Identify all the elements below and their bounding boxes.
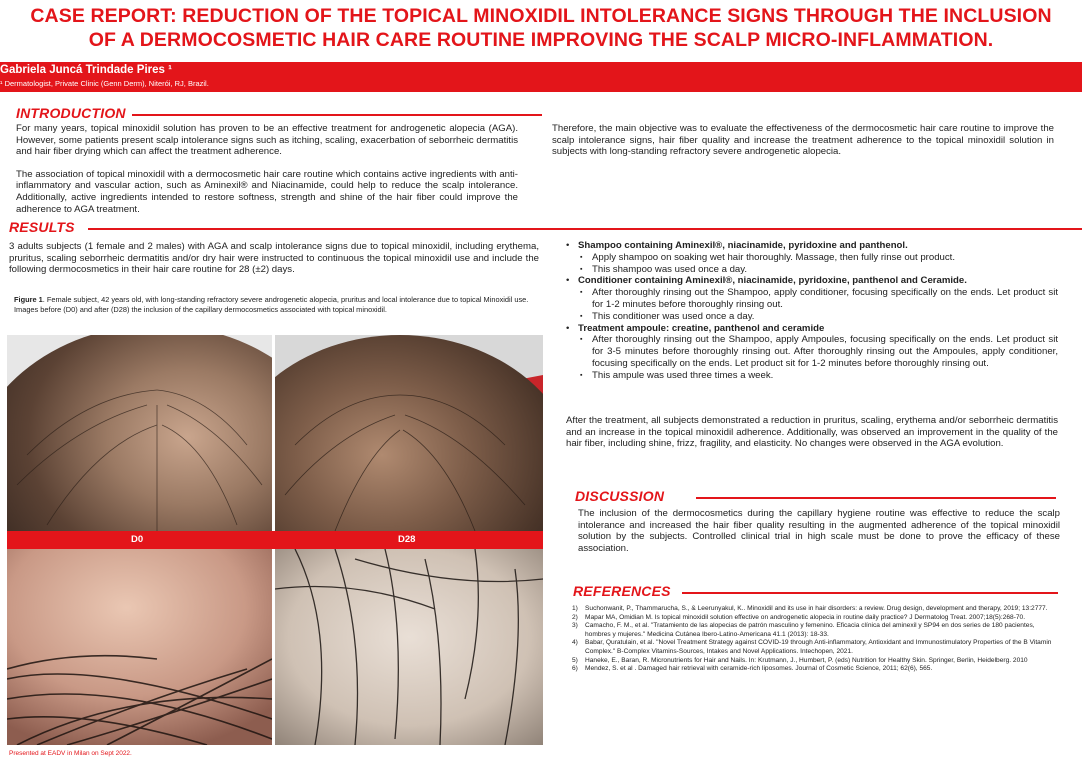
results-paragraph-2: After the treatment, all subjects demonstrated a reduction in pruritus, scaling, erythema and/or seborrheic dermatitis and an increase in the topical minoxidil adherence. Additionally, was observed an improvement in the quality of the hair fiber, including shine, frizz, fragility, and elasticity. No changes were observed in the AGA evolution. [566, 415, 1058, 450]
product-steps [578, 252, 1058, 276]
introduction-paragraph-2: The association of topical minoxidil with a dermocosmetic hair care routine which contains active ingredients with anti-inflammatory and vascular action, such as Aminexil® and Niacinamide, could help to reduce the scalp intolerance. Additionally, active ingredients intended to restore softness, strength and shine of the hair fiber could improve the adherence to AGA treatment. [16, 168, 518, 215]
reference-item: 3) Camacho, F. M., et al. "Tratamiento de las alopecias de patrón masculino y femenino. Eficacia clínica del aminexil y SP94 en dos series de 180 pacientes, hombres y mujeres." Medicina Cutánea Ibero-Latino-Americana 41.1 (2013): 18-33. [572, 622, 1035, 638]
reference-item: 4) Babar, Quratulain, et al. "Novel Treatment Strategy against COVID-19 through Anti-inflammatory, Antioxidant and Immunostimulatory Properties of the B Vitamin Complex." B-Complex Vitamins-Sources, Intakes and Novel Applications. Intechopen, 2021. [572, 639, 1052, 655]
poster-title-line-1: CASE REPORT: REDUCTION OF THE TOPICAL MINOXIDIL INTOLERANCE SIGNS THROUGH THE INCLUSION [30, 5, 1052, 27]
product-step: ▪ This shampoo was used once a day. [578, 264, 1058, 276]
product-step: ▪ After thoroughly rinsing out the Shampoo, apply Ampoules, focusing specifically on the ends. Let product sit for 3-5 minutes before thoroughly rinsing out. After thoroughly rinsing out the Ampoules, apply conditioner, focusing specifically on the ends. Let product sit for 1-2 minutes before thoroughly rinsing out. [578, 334, 1058, 369]
products-list [566, 240, 1058, 382]
results-rule [88, 228, 1082, 230]
product-item [566, 323, 1058, 382]
photo-d28-trichoscopy [275, 549, 543, 745]
figure-caption [14, 295, 534, 315]
discussion-heading: DISCUSSION [575, 488, 665, 504]
references-rule [682, 592, 1058, 594]
product-name: Conditioner containing Aminexil®, niacinamide, pyridoxine, panthenol and Ceramide. [578, 275, 967, 287]
product-steps [578, 287, 1058, 322]
introduction-left-column [16, 123, 518, 215]
photo-d0-scalp-top [7, 335, 272, 531]
photo-d0-trichoscopy [7, 549, 272, 745]
author-bar [0, 62, 1082, 92]
label-d0: D0 [131, 534, 144, 545]
product-steps [578, 334, 1058, 381]
label-d28: D28 [398, 534, 416, 545]
poster-title [0, 4, 1082, 52]
poster-title-line-2: OF A DERMOCOSMETIC HAIR CARE ROUTINE IMPROVING THE SCALP MICRO-INFLAMMATION. [88, 29, 994, 51]
reference-item: 5) Haneke, E., Baran, R. Micronutrients for Hair and Nails. In: Krutmann, J., Humbert, P. (eds) Nutrition for Healthy Skin. Springer, Berlin, Heidelberg. 2010 [572, 656, 1028, 664]
introduction-heading: INTRODUCTION [16, 105, 126, 121]
photo-label-bar [7, 531, 543, 549]
author-name: Gabriela Juncá Trindade Pires ¹ [0, 64, 172, 76]
product-item [566, 275, 1058, 322]
reference-item: 6) Mendez, S. et al . Damaged hair retrieval with ceramide-rich liposomes. Journal of Cosmetic Science, 2011; 62(6), 565. [572, 665, 933, 673]
product-step: ▪ This ampule was used three times a week. [578, 370, 1058, 382]
product-name: Shampoo containing Aminexil®, niacinamide, pyridoxine and panthenol. [578, 240, 908, 251]
results-paragraph-1: 3 adults subjects (1 female and 2 males) with AGA and scalp intolerance signs due to topical minoxidil, including erythema, pruritus, scaling seborrheic dermatitis and/or dry hair were instructed to continuous the topical minoxidil use and include the following dermocosmetics in their hair care routine for 28 (±2) days. [9, 241, 539, 276]
introduction-paragraph-3: Therefore, the main objective was to evaluate the effectiveness of the dermocosmetic hair care routine to improve the scalp intolerance signs, hair fiber quality and increase the treatment adherence to the topical minoxidil solution in subjects with long-standing refractory severe androgenetic alopecia. [552, 123, 1054, 158]
product-step: ▪ This conditioner was used once a day. [578, 311, 1058, 323]
product-item [566, 240, 1058, 275]
author-affiliation: ¹ Dermatologist, Private Clinic (Genn Derm), Niterói, RJ, Brazil. [0, 79, 209, 88]
introduction-paragraph-1: For many years, topical minoxidil solution has proven to be an effective treatment for androgenetic alopecia (AGA). However, some patients present scalp intolerance signs such as itching, scaling, exacerbation of seborrheic dermatitis and hair fiber drying which can affect the treatment adherence. [16, 123, 518, 158]
product-name: Treatment ampoule: creatine, panthenol and ceramide [578, 322, 825, 334]
reference-item: 1) Suchonwanit, P., Thammarucha, S., & Leerunyakul, K.. Minoxidil and its use in hair disorders: a review. Drug design, development and therapy, 2019; 13:2777. [572, 605, 1048, 612]
discussion-text: The inclusion of the dermocosmetics during the capillary hygiene routine was effective to reduce the scalp intolerance and increased the hair fiber quality resulting in the augmented adherence of the topical minoxidil solution by the subjects. Controlled clinical trial in high scale must be done to prove the efficacy of these association. [578, 508, 1060, 554]
reference-item: 2) Mapar MA, Omidian M. Is topical minoxidil solution effective on androgenetic alopecia in routine daily practice? J Dermatolog Treat. 2007;18(5):268-70. [572, 613, 1026, 621]
introduction-rule [132, 114, 542, 116]
discussion-rule [696, 497, 1056, 499]
figure-label: Figure 1 [14, 295, 43, 304]
results-heading: RESULTS [9, 219, 75, 235]
product-step: ▪ After thoroughly rinsing out the Shampoo, apply conditioner, focusing specifically on the ends. Let product sit for 1-2 minutes before thoroughly rinsing out. [578, 287, 1058, 311]
presented-at-footer: Presented at EADV in Milan on Sept 2022. [9, 750, 132, 757]
figure-caption-text: . Female subject, 42 years old, with long-standing refractory severe androgenetic alopecia, pruritus and local intolerance due to topical Minoxidil use. Images before (D0) and after (D28) the inclusion of the capillary dermocosmetics associated with topical minoxidil. [14, 295, 529, 314]
product-step: ▪ Apply shampoo on soaking wet hair thoroughly. Massage, then fully rinse out product. [578, 252, 1058, 264]
references-heading: REFERENCES [573, 583, 671, 599]
photo-d28-scalp-top [275, 335, 543, 531]
references-list [572, 605, 1052, 674]
